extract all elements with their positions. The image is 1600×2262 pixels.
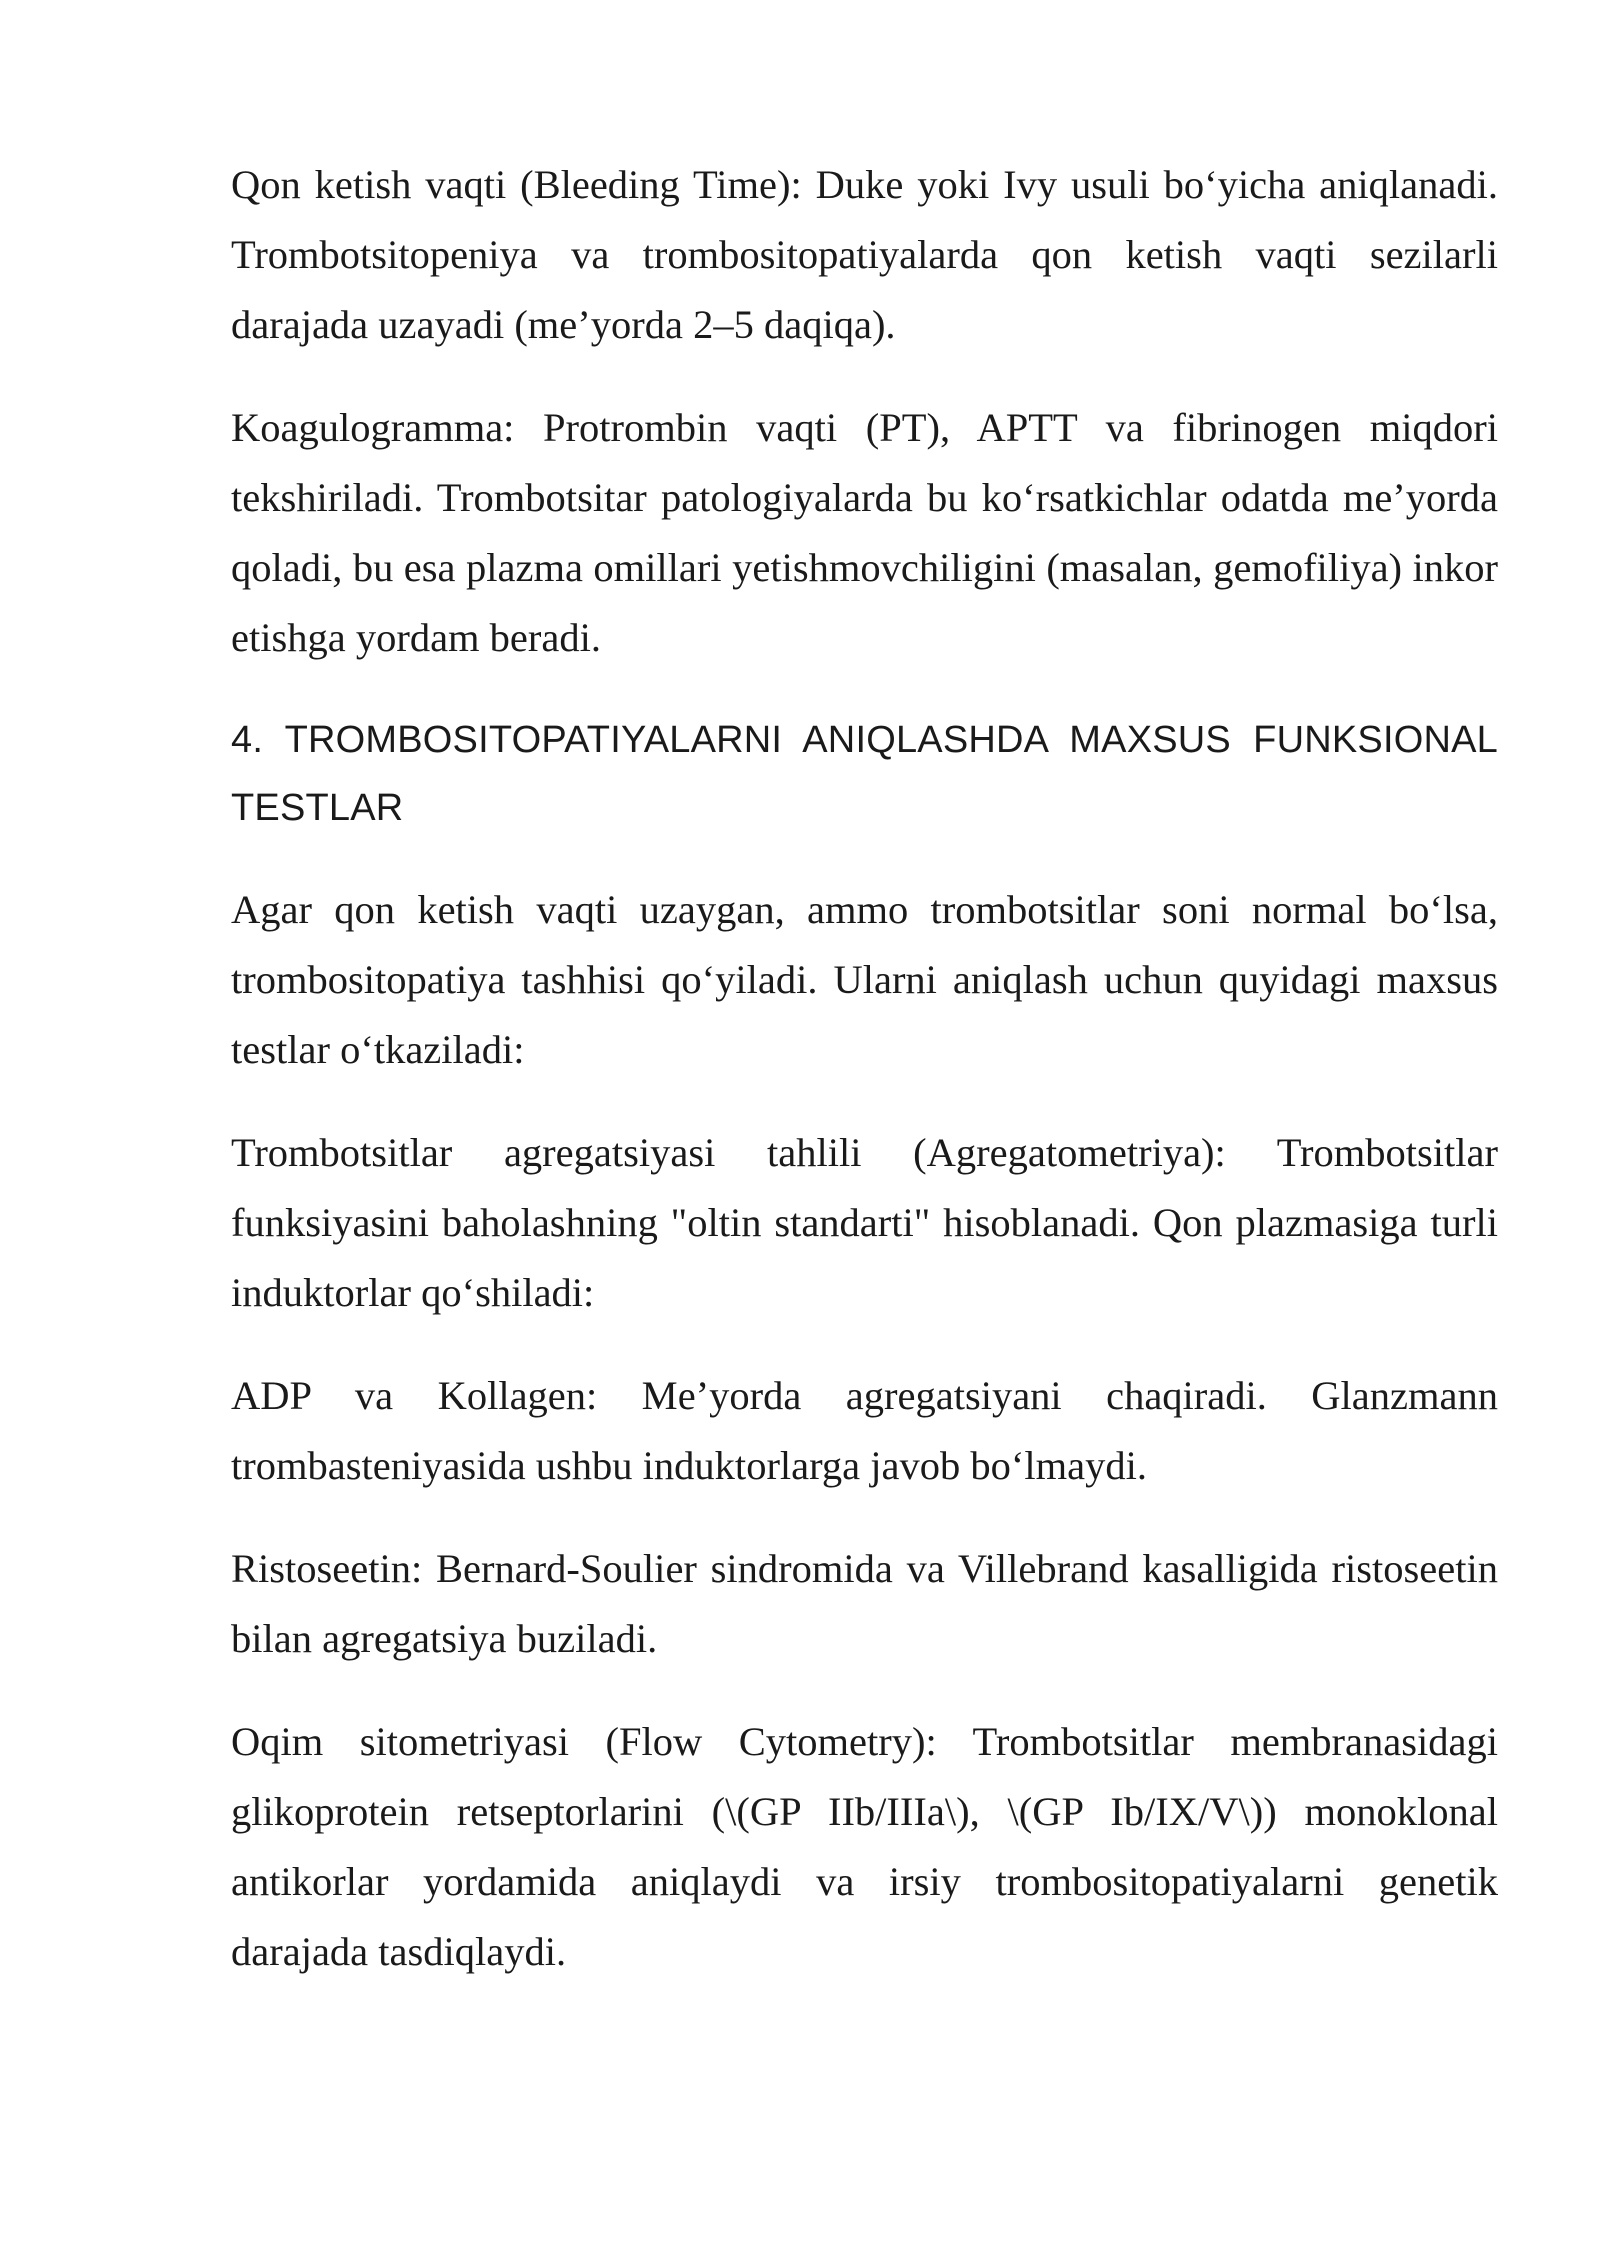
paragraph-intro: Agar qon ketish vaqti uzaygan, ammo trombotsitlar soni normal bo‘lsa, trombositopatiya tashhisi qo‘yiladi. Ularni aniqlash uchun quyidagi maxsus testlar o‘tkaziladi: [231, 887, 1498, 1072]
paragraph-bleeding-time: Qon ketish vaqti (Bleeding Time): Duke yoki Ivy usuli bo‘yicha aniqlanadi. Trombotsitopeniya va trombositopatiyalarda qon ketish vaqti sezilarli darajada uzayadi (me’yorda 2–5 daqiqa). [231, 162, 1498, 347]
paragraph-koagulogramma: Koagulogramma: Protrombin vaqti (PT), APTT va fibrinogen miqdori tekshiriladi. Trombotsitar patologiyalarda bu ko‘rsatkichlar odatda me’yorda qoladi, bu esa plazma omillari yetishmovchiligini (masalan, gemofiliya) inkor etishga yordam beradi. [231, 405, 1498, 660]
paragraph-adp-kollagen: ADP va Kollagen: Me’yorda agregatsiyani chaqiradi. Glanzmann trombasteniyasida ushbu induktorlarga javob bo‘lmaydi. [231, 1373, 1498, 1488]
paragraph-agregatometriya: Trombotsitlar agregatsiyasi tahlili (Agregatometriya): Trombotsitlar funksiyasini baholashning "oltin standarti" hisoblanadi. Qon plazmasiga turli induktorlar qo‘shiladi: [231, 1130, 1498, 1315]
paragraph-ristoseetin: Ristoseetin: Bernard-Soulier sindromida va Villebrand kasalligida ristoseetin bilan agregatsiya buziladi. [231, 1546, 1498, 1661]
section-heading: 4. TROMBOSITOPATIYALARNI ANIQLASHDA MAXSUS FUNKSIONAL TESTLAR [231, 719, 1498, 829]
paragraph-flow-cytometry: Oqim sitometriyasi (Flow Cytometry): Trombotsitlar membranasidagi glikoprotein retseptorlarini (\(GP IIb/IIIa\), \(GP Ib/IX/V\)) monoklonal antikorlar yordamida aniqlaydi va irsiy trombositopatiyalarni genetik darajada tasdiqlaydi. [231, 1719, 1498, 1974]
document-body [231, 150, 1498, 2020]
